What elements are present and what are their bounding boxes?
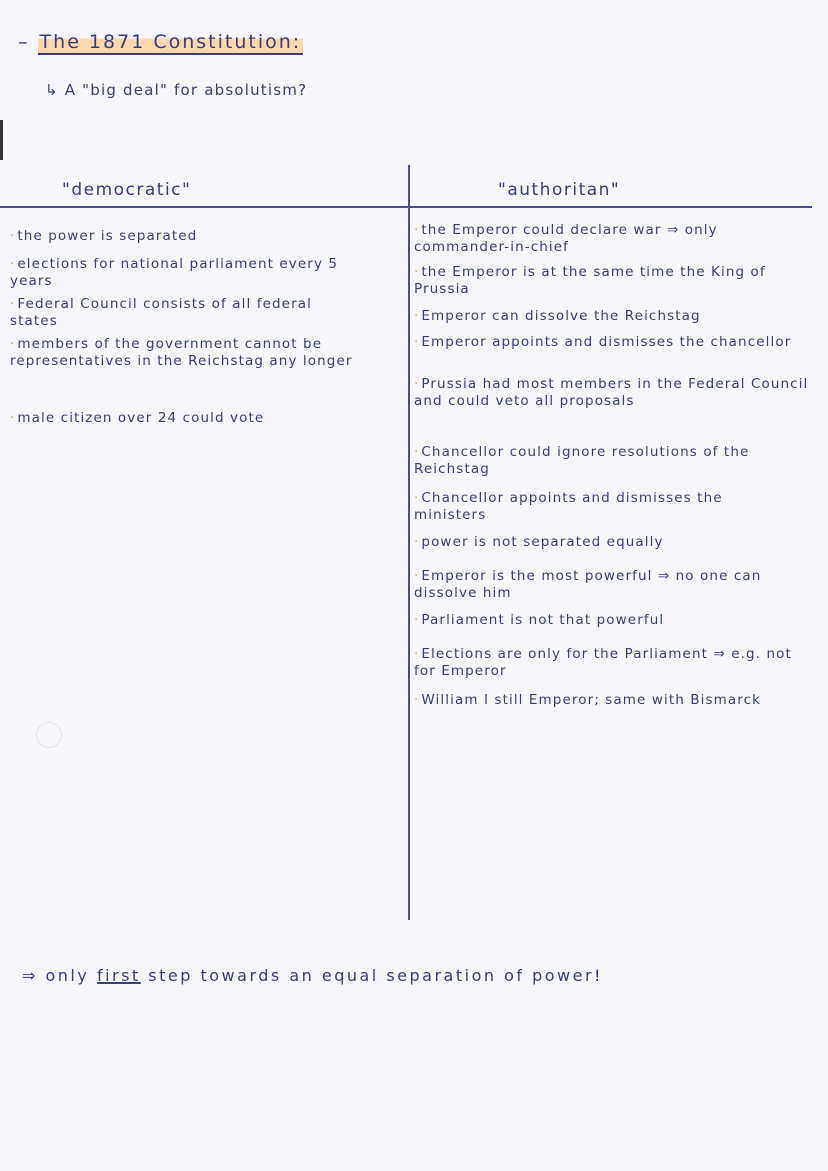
authoritarian-header: "authoritan" — [498, 180, 621, 200]
scan-edge — [0, 120, 3, 160]
list-item: · Emperor is the most powerful ⇒ no one can dissolve him — [414, 568, 819, 602]
list-item: · elections for national parliament every 5 years — [10, 256, 370, 290]
list-item: · Elections are only for the Parliament ⇒ e.g. not for Emperor — [414, 646, 819, 680]
list-item: · Chancellor could ignore resolutions of the Reichstag — [414, 444, 819, 478]
conclusion-prefix: ⇒ only — [22, 966, 90, 985]
list-item: · members of the government cannot be representatives in the Reichstag any longer — [10, 336, 395, 370]
conclusion — [22, 962, 688, 990]
punch-hole — [36, 722, 62, 748]
democratic-header: "democratic" — [62, 180, 192, 200]
column-divider — [408, 165, 410, 920]
list-item: · the Emperor is at the same time the King of Prussia — [414, 264, 794, 298]
page-title: – The 1871 Constitution: — [18, 31, 302, 53]
list-item: · Parliament is not that powerful — [414, 612, 819, 629]
list-item: · power is not separated equally — [414, 534, 819, 551]
conclusion-emphasis: first — [96, 966, 141, 985]
header-underline — [0, 206, 812, 208]
list-item: · Federal Council consists of all federal states — [10, 296, 350, 330]
list-item: · Prussia had most members in the Federal Council and could veto all proposals — [414, 376, 809, 410]
subtitle: ↳ A "big deal" for absolutism? — [45, 81, 308, 99]
title-text: The 1871 Constitution: — [39, 31, 302, 53]
list-item: · Emperor can dissolve the Reichstag — [414, 308, 819, 325]
list-item: · the Emperor could declare war ⇒ only commander-in-chief — [414, 222, 819, 256]
list-item: · William I still Emperor; same with Bismarck — [414, 692, 794, 709]
list-item: · the power is separated — [10, 228, 400, 245]
list-item: · male citizen over 24 could vote — [10, 410, 400, 427]
conclusion-rest: step towards an equal separation of power! — [148, 966, 603, 985]
list-item: · Emperor appoints and dismisses the chancellor — [414, 334, 819, 351]
list-item: · Chancellor appoints and dismisses the ministers — [414, 490, 794, 524]
